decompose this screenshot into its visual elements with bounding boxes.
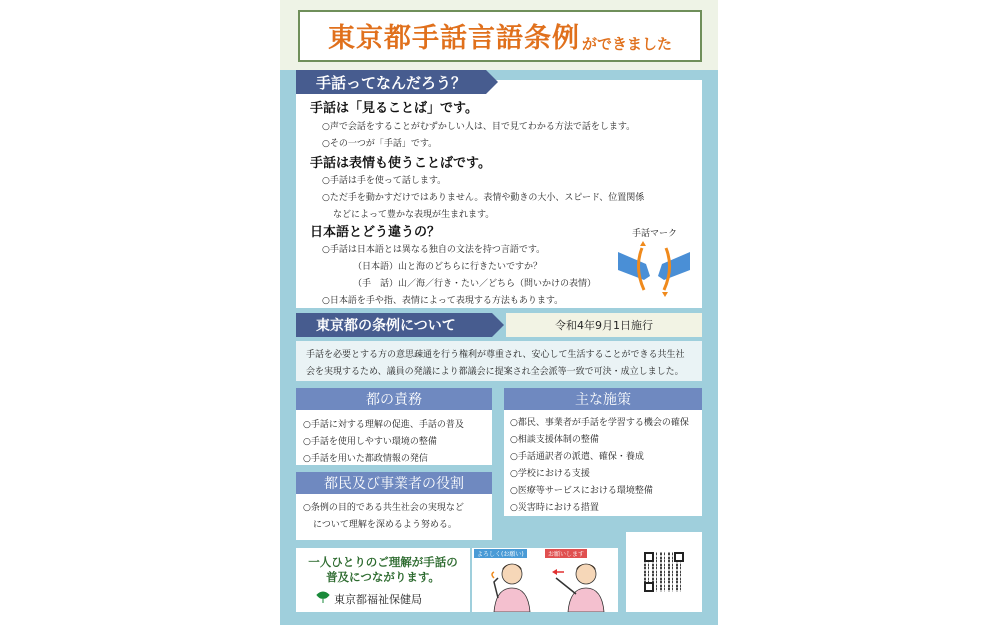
duties-item: ○手話に対する理解の促進、手話の普及 (303, 420, 464, 430)
sub2-item: などによって豊かな表現が生まれます。 (333, 210, 495, 220)
sub1-item: ○声で会話をすることがむずかしい人は、目で見てわかる方法で話をします。 (322, 122, 636, 132)
sub3-item: ○手話は日本語とは異なる独自の文法を持つ言語です。 (322, 245, 546, 255)
title-band (280, 0, 718, 70)
section1-header (296, 70, 486, 94)
sub3-item: ○日本語を手や指、表情によって表現する方法もあります。 (322, 296, 564, 306)
policies-item: ○医療等サービスにおける環境整備 (510, 486, 653, 496)
sign-language-mark-icon (614, 240, 694, 298)
sub1-item: ○その一つが「手話」です。 (322, 139, 438, 149)
date-text: 令和4年9月1日施行 (555, 319, 653, 332)
duties-item: ○手話を用いた都政情報の発信 (303, 454, 428, 464)
policies-panel (504, 388, 702, 516)
roles-panel (296, 472, 492, 540)
duties-panel (296, 388, 492, 465)
sub3-item: （手 話）山／海／行き・たい／どちら（問いかけの表情） (353, 279, 597, 289)
sub1-title: 手話は「見ることば」です。 (310, 101, 478, 116)
footer-org: 東京都福祉保健局 (334, 593, 422, 606)
sub2-item: ○ただ手を動かすだけではありません。表情や動きの大小、スピード、位置関係 (322, 193, 645, 203)
bowing-person-icon (550, 558, 610, 612)
sub3-item: （日本語）山と海のどちらに行きたいですか？ (353, 262, 543, 272)
title-sub: ができました (581, 35, 672, 53)
footer-illustration (472, 548, 618, 612)
policies-item: ○相談支援体制の整備 (510, 435, 599, 445)
title-box (298, 10, 702, 62)
policies-item: ○学校における支援 (510, 469, 590, 479)
sub3-title: 日本語とどう違うの？ (310, 225, 441, 240)
title-main: 東京都手話言語条例 (327, 23, 580, 54)
date-badge (506, 313, 702, 337)
policies-item: ○都民、事業者が手話を学習する機会の確保 (510, 418, 689, 428)
section2-header (296, 313, 492, 337)
section2-line: 会を実現するため、議員の発議により都議会に提案され全会派等一致で可決・成立しました。 (306, 367, 684, 377)
poster (280, 0, 718, 625)
sub2-title: 手話は表情も使うことばです。 (310, 156, 491, 171)
footer-line2: 普及につながります。 (326, 570, 440, 584)
duties-header: 都の責務 (296, 388, 492, 410)
section1-header-text: 手話ってなんだろう？ (316, 73, 467, 92)
qr-finder (644, 582, 654, 592)
mark-label: 手話マーク (632, 229, 678, 239)
ginkgo-logo-icon (316, 590, 330, 604)
policies-item: ○災害時における措置 (510, 503, 599, 513)
qr-finder (644, 552, 654, 562)
illus-label2: お願いします (545, 549, 587, 558)
roles-item: について理解を深めるよう努める。 (313, 520, 457, 530)
signing-person-icon (480, 558, 540, 612)
roles-item: ○条例の目的である共生社会の実現など (303, 503, 464, 513)
footer-message (296, 548, 470, 612)
duties-item: ○手話を使用しやすい環境の整備 (303, 437, 437, 447)
section2-body (296, 341, 702, 381)
footer-line1: 一人ひとりのご理解が手話の (308, 555, 458, 569)
policies-header: 主な施策 (504, 388, 702, 410)
qr-finder (674, 552, 684, 562)
policies-item: ○手話通訳者の派遣、確保・養成 (510, 452, 644, 462)
sub2-item: ○手話は手を使って話します。 (322, 176, 447, 186)
section2-header-text: 東京都の条例について (316, 318, 456, 334)
illus-label1: よろしく(お願い) (474, 549, 527, 558)
roles-header: 都民及び事業者の役割 (296, 472, 492, 494)
qr-panel (626, 532, 702, 612)
section2-line: 手話を必要とする方の意思疎通を行う権利が尊重され、安心して生活することができる共生社 (306, 350, 685, 360)
